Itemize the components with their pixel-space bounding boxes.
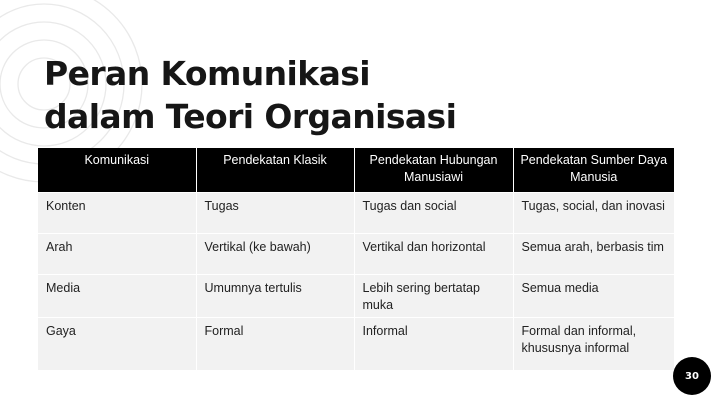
table-cell: Lebih sering bertatap muka — [354, 275, 513, 318]
header-sumber-daya-manusia: Pendekatan Sumber Daya Manusia — [513, 148, 674, 193]
table-cell: Umumnya tertulis — [196, 275, 354, 318]
row-label-cell: Gaya — [38, 318, 196, 371]
row-label-cell: Arah — [38, 234, 196, 275]
table-cell: Tugas — [196, 193, 354, 234]
table-cell: Semua media — [513, 275, 674, 318]
table-cell: Formal — [196, 318, 354, 371]
slide-title-line-1: Peran Komunikasi — [44, 54, 371, 93]
slide-title-line-2: dalam Teori Organisasi — [44, 97, 457, 136]
slide-title — [44, 52, 564, 138]
table-row — [38, 234, 674, 275]
communication-roles-table — [38, 148, 674, 370]
table-row — [38, 275, 674, 318]
table-cell: Tugas, social, dan inovasi — [513, 193, 674, 234]
table-cell: Formal dan informal, khususnya informal — [513, 318, 674, 371]
table-cell: Vertikal (ke bawah) — [196, 234, 354, 275]
table-row — [38, 318, 674, 371]
table-cell: Vertikal dan horizontal — [354, 234, 513, 275]
row-label-cell: Media — [38, 275, 196, 318]
header-pendekatan-klasik: Pendekatan Klasik — [196, 148, 354, 193]
page-number-badge: 30 — [673, 357, 711, 395]
header-hubungan-manusiawi: Pendekatan Hubungan Manusiawi — [354, 148, 513, 193]
table-cell: Semua arah, berbasis tim — [513, 234, 674, 275]
header-komunikasi: Komunikasi — [38, 148, 196, 193]
table-row — [38, 193, 674, 234]
table-cell: Informal — [354, 318, 513, 371]
row-label-cell: Konten — [38, 193, 196, 234]
table-cell: Tugas dan social — [354, 193, 513, 234]
table-header-row — [38, 148, 674, 193]
